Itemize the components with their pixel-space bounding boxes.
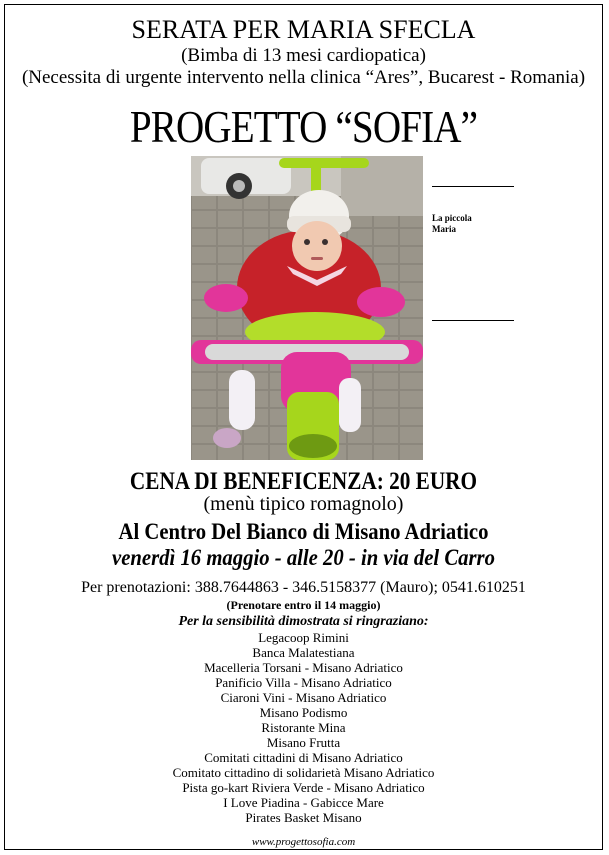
photo-caption-line1: La piccola (432, 213, 472, 223)
event-venue: Al Centro Del Bianco di Misano Adriatico (118, 519, 489, 544)
sponsor-item: Banca Malatestiana (252, 645, 355, 660)
thanks-heading: Per la sensibilità dimostrata si ringraziano: (178, 614, 429, 629)
event-note: (Necessita di urgente intervento nella clinica “Ares”, Bucarest - Romania) (21, 67, 586, 88)
sponsor-item: Ristorante Mina (261, 720, 346, 735)
sponsor-item: Misano Frutta (266, 735, 341, 750)
sponsor-list (5, 630, 602, 825)
photo-caption (432, 213, 472, 235)
event-date: venerdì 16 maggio - alle 20 - in via del Carro (112, 545, 495, 570)
event-title: SERATA PER MARIA SFECLA (131, 15, 476, 44)
sponsor-item: Legacoop Rimini (258, 630, 349, 645)
caption-rule-top (432, 186, 514, 187)
caption-rule-bottom (432, 320, 514, 321)
booking-phones: Per prenotazioni: 388.7644863 - 346.5158377 (Mauro); 0541.610251 (81, 579, 526, 596)
menu-note: (menù tipico romagnolo) (203, 493, 404, 515)
sponsor-item: Comitati cittadini di Misano Adriatico (204, 750, 403, 765)
child-photo (191, 156, 423, 460)
sponsor-item: Panificio Villa - Misano Adriatico (215, 675, 392, 690)
sponsor-item: Misano Podismo (259, 705, 348, 720)
website-link[interactable]: www.progettosofia.com (251, 836, 356, 848)
photo-caption-line2: Maria (432, 224, 456, 234)
sponsor-item: Pirates Basket Misano (245, 810, 362, 825)
event-subtitle: (Bimba di 13 mesi cardiopatica) (181, 45, 426, 66)
project-title: PROGETTO “SOFIA” (129, 101, 478, 152)
sponsor-item: Ciaroni Vini - Misano Adriatico (220, 690, 387, 705)
dinner-price: CENA DI BENEFICENZA: 20 EURO (129, 468, 478, 495)
flyer-page (4, 4, 603, 850)
sponsor-item: Pista go-kart Riviera Verde - Misano Adriatico (182, 780, 425, 795)
sponsor-item: Comitato cittadino di solidarietà Misano Adriatico (172, 765, 435, 780)
sponsor-item: I Love Piadina - Gabicce Mare (223, 795, 384, 810)
child-on-tricycle-illustration (191, 156, 423, 460)
sponsor-item: Macelleria Torsani - Misano Adriatico (204, 660, 403, 675)
booking-deadline: (Prenotare entro il 14 maggio) (226, 598, 381, 612)
